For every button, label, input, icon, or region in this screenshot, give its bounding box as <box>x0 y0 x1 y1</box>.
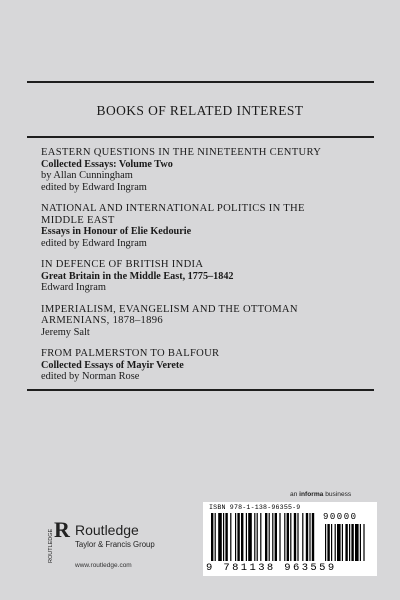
book-entry <box>41 348 371 383</box>
isbn-barcode <box>203 502 377 576</box>
book-subtitle: Collected Essays of Mayir Verete <box>41 359 184 371</box>
book-title: IMPERIALISM, EVANGELISM AND THE OTTOMAN <box>41 303 298 315</box>
book-entry <box>41 259 371 294</box>
book-entry <box>41 147 371 193</box>
price-code: 90000 <box>323 512 358 522</box>
informa-business-text: an informa business <box>290 491 352 498</box>
book-entry <box>41 304 371 339</box>
section-heading: BOOKS OF RELATED INTEREST <box>96 103 304 118</box>
bottom-rule <box>27 389 374 391</box>
logo-letter: R <box>54 517 70 542</box>
book-title: NATIONAL AND INTERNATIONAL POLITICS IN THE <box>41 203 305 214</box>
isbn-number: ISBN 978-1-138-96355-9 <box>209 504 301 511</box>
book-author: edited by Edward Ingram <box>41 181 147 193</box>
book-subtitle: Great Britain in the Middle East, 1775–1842 <box>41 270 234 282</box>
publisher-logo <box>48 517 173 570</box>
publisher-group: Taylor & Francis Group <box>75 540 155 549</box>
book-title: MIDDLE EAST <box>41 214 115 226</box>
book-author: edited by Norman Rose <box>41 371 140 382</box>
book-author: Edward Ingram <box>41 282 106 293</box>
book-author: by Allan Cunningham <box>41 170 133 181</box>
book-entry <box>41 203 371 249</box>
publisher-url: www.routledge.com <box>75 562 132 569</box>
heading-rule <box>27 136 374 138</box>
publisher-name: Routledge <box>75 522 139 538</box>
book-subtitle: Collected Essays: Volume Two <box>41 158 173 170</box>
book-author: edited by Edward Ingram <box>41 237 147 249</box>
book-title: FROM PALMERSTON TO BALFOUR <box>41 348 220 359</box>
book-list <box>41 147 371 393</box>
book-title: IN DEFENCE OF BRITISH INDIA <box>41 259 204 270</box>
book-subtitle: Essays in Honour of Elie Kedourie <box>41 226 192 237</box>
book-author: Jeremy Salt <box>41 326 90 338</box>
routledge-r-icon <box>48 517 71 564</box>
top-rule <box>27 81 374 83</box>
book-title: ARMENIANS, 1878–1896 <box>41 315 163 326</box>
logo-side-text: ROUTLEDGE <box>48 528 54 563</box>
book-title: EASTERN QUESTIONS IN THE NINETEENTH CENTURY <box>41 147 322 158</box>
ean-digits: 9 781138 963559 <box>206 562 337 574</box>
